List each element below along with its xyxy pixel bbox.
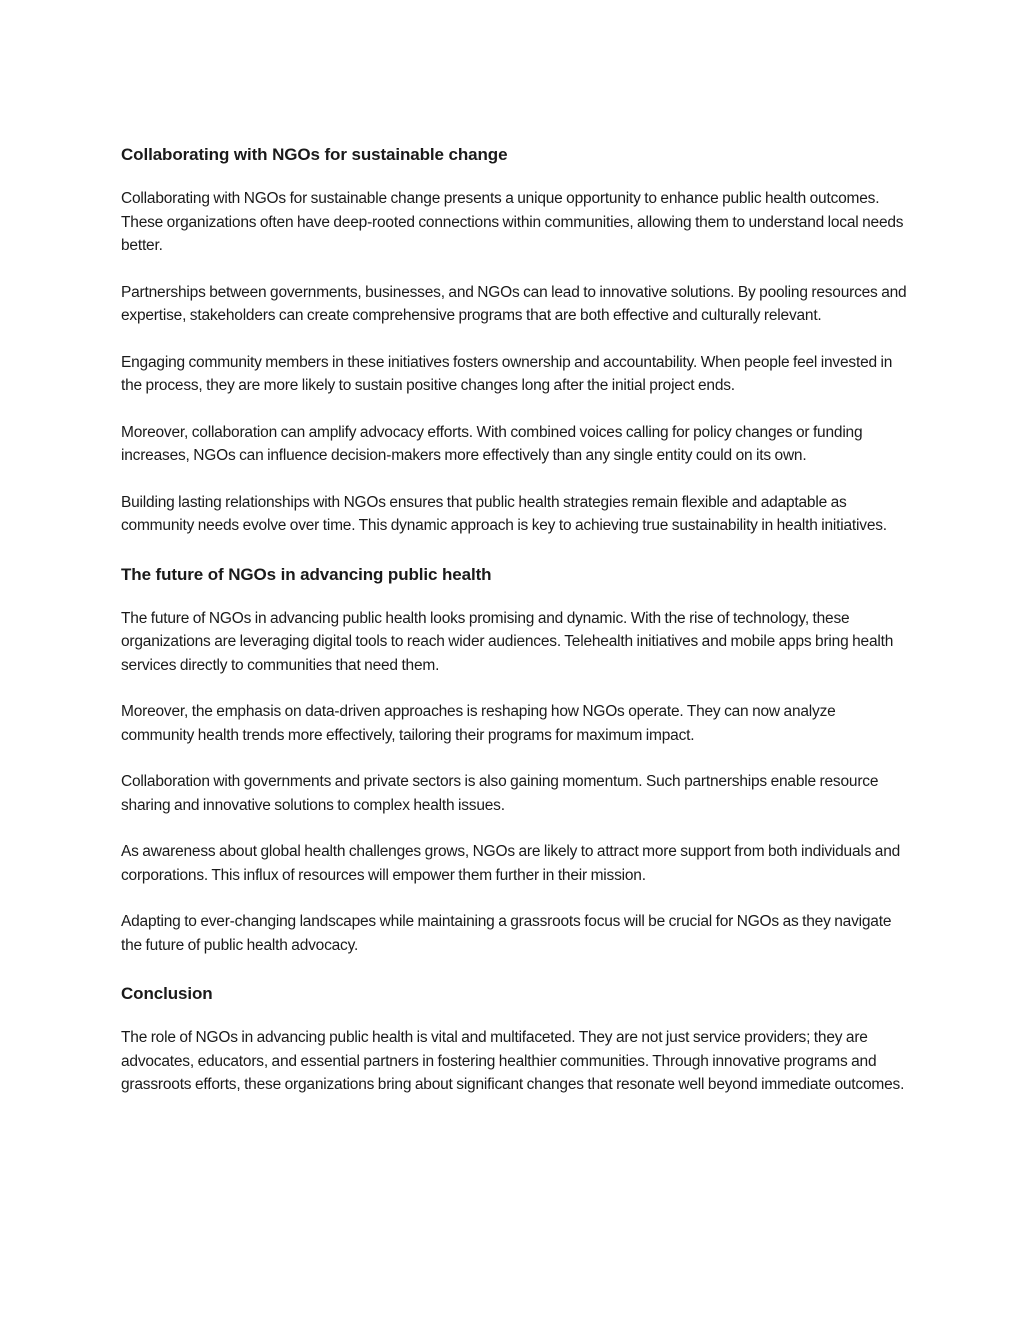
paragraph: Engaging community members in these initiatives fosters ownership and accountability. When people feel invested in the process, they are more likely to sustain positive changes long after the initial project ends.	[121, 353, 893, 394]
paragraph: Building lasting relationships with NGOs ensures that public health strategies remain flexible and adaptable as community needs evolve over time. This dynamic approach is key to achieving true sustainability in health initiatives.	[121, 493, 887, 534]
section-conclusion	[121, 980, 911, 1097]
paragraph: Moreover, the emphasis on data-driven approaches is reshaping how NGOs operate. They can now analyze community health trends more effectively, tailoring their programs for maximum impact.	[121, 703, 836, 744]
paragraph: Moreover, collaboration can amplify advocacy efforts. With combined voices calling for policy changes or funding increases, NGOs can influence decision-makers more effectively than any single entity could on its own.	[121, 423, 863, 464]
paragraph: Partnerships between governments, businesses, and NGOs can lead to innovative solutions. By pooling resources and expertise, stakeholders can create comprehensive programs that are both effective and culturally relevant.	[121, 283, 907, 324]
paragraph: As awareness about global health challenges grows, NGOs are likely to attract more support from both individuals and corporations. This influx of resources will empower them further in their mission.	[121, 843, 901, 884]
section-heading: Conclusion	[121, 984, 213, 1003]
document-page	[121, 141, 911, 1120]
paragraph: The future of NGOs in advancing public health looks promising and dynamic. With the rise of technology, these organizations are leveraging digital tools to reach wider audiences. Telehealth initiatives and mobile apps bring health services directly to communities that need them.	[121, 609, 894, 674]
paragraph: The role of NGOs in advancing public health is vital and multifaceted. They are not just service providers; they are advocates, educators, and essential partners in fostering healthier communities. Through innovative programs and grassroots efforts, these organizations bring about significant changes that resonate well beyond immediate outcomes.	[121, 1029, 905, 1093]
section-future	[121, 561, 911, 958]
section-heading: The future of NGOs in advancing public health	[121, 564, 492, 584]
paragraph: Adapting to ever-changing landscapes while maintaining a grassroots focus will be crucial for NGOs as they navigate the future of public health advocacy.	[121, 913, 892, 954]
section-collaborating	[121, 141, 911, 538]
paragraph: Collaborating with NGOs for sustainable change presents a unique opportunity to enhance public health outcomes. These organizations often have deep-rooted connections within communities, allowing them to understand local needs better.	[121, 190, 904, 254]
section-heading: Collaborating with NGOs for sustainable change	[121, 145, 508, 164]
paragraph: Collaboration with governments and private sectors is also gaining momentum. Such partnerships enable resource sharing and innovative solutions to complex health issues.	[121, 773, 879, 814]
